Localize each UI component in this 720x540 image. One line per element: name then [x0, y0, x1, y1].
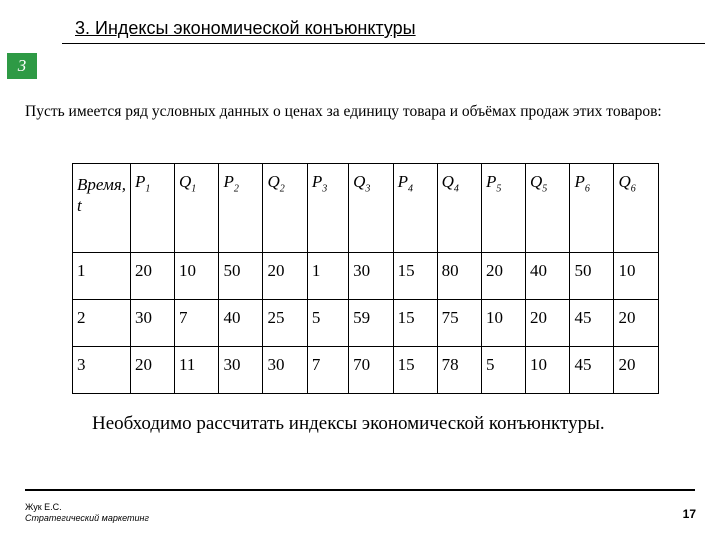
value-cell: 40 [219, 300, 263, 347]
time-cell: 2 [73, 300, 131, 347]
header-base: P [574, 172, 585, 191]
header-base: Q [618, 172, 631, 191]
value-cell: 50 [570, 253, 614, 300]
header-cell [614, 164, 659, 253]
header-base: P [311, 172, 323, 191]
value-cell: 75 [437, 300, 481, 347]
value-cell: 20 [131, 347, 175, 394]
header-sub: 6 [630, 183, 636, 195]
value-cell: 45 [570, 347, 614, 394]
page-number: 17 [682, 507, 696, 521]
value-cell: 78 [437, 347, 481, 394]
header-cell [175, 164, 219, 253]
value-cell: 45 [570, 300, 614, 347]
header-cell [307, 164, 348, 253]
value-cell: 10 [482, 300, 526, 347]
header-sub: 5 [542, 183, 548, 195]
value-cell: 15 [393, 300, 437, 347]
header-base: P [486, 172, 497, 191]
header-sub: 6 [584, 183, 590, 195]
title-divider [62, 43, 705, 44]
value-cell: 30 [263, 347, 307, 394]
value-cell: 20 [614, 347, 659, 394]
header-sub: 1 [145, 183, 151, 195]
course-name: Стратегический маркетинг [25, 513, 149, 523]
value-cell: 20 [614, 300, 659, 347]
slide-title: 3. Индексы экономической конъюнктуры [75, 18, 416, 38]
conclusion-text: Необходимо рассчитать индексы экономической конъюнктуры. [92, 413, 605, 434]
header-sub: 4 [407, 183, 413, 195]
author-name: Жук Е.С. [25, 502, 62, 512]
table-row [73, 347, 659, 394]
header-base: Q [530, 172, 543, 191]
header-cell [349, 164, 393, 253]
value-cell: 5 [482, 347, 526, 394]
footer-divider [25, 489, 695, 491]
header-cell [393, 164, 437, 253]
value-cell: 7 [175, 300, 219, 347]
value-cell: 20 [263, 253, 307, 300]
value-cell: 30 [131, 300, 175, 347]
header-base: Q [441, 172, 454, 191]
time-header-cell: Время, t [73, 164, 131, 253]
header-base: P [135, 172, 146, 191]
header-sub: 2 [279, 183, 285, 195]
value-cell: 15 [393, 253, 437, 300]
value-cell: 10 [614, 253, 659, 300]
value-cell: 15 [393, 347, 437, 394]
table-row [73, 253, 659, 300]
value-cell: 5 [307, 300, 348, 347]
time-cell: 3 [73, 347, 131, 394]
intro-text: Пусть имеется ряд условных данных о ценах за единицу товара и объёмах продаж этих товаров: [25, 103, 662, 120]
value-cell: 20 [131, 253, 175, 300]
value-cell: 40 [526, 253, 570, 300]
header-sub: 1 [191, 183, 197, 195]
table-header-row [73, 164, 659, 253]
header-sub: 3 [322, 183, 328, 195]
table-row [73, 300, 659, 347]
header-base: Q [267, 172, 280, 191]
header-sub: 3 [365, 183, 371, 195]
header-base: Q [353, 172, 366, 191]
header-cell [437, 164, 481, 253]
value-cell: 25 [263, 300, 307, 347]
value-cell: 20 [482, 253, 526, 300]
value-cell: 70 [349, 347, 393, 394]
value-cell: 10 [175, 253, 219, 300]
header-cell [131, 164, 175, 253]
value-cell: 80 [437, 253, 481, 300]
header-base: P [397, 172, 408, 191]
header-base: P [223, 172, 234, 191]
header-cell [482, 164, 526, 253]
value-cell: 7 [307, 347, 348, 394]
header-cell [263, 164, 307, 253]
value-cell: 30 [219, 347, 263, 394]
value-cell: 11 [175, 347, 219, 394]
header-sub: 2 [233, 183, 239, 195]
value-cell: 20 [526, 300, 570, 347]
value-cell: 10 [526, 347, 570, 394]
value-cell: 1 [307, 253, 348, 300]
data-table [72, 163, 659, 394]
section-badge: 3 [7, 53, 37, 79]
header-sub: 5 [496, 183, 502, 195]
header-base: Q [179, 172, 192, 191]
value-cell: 59 [349, 300, 393, 347]
time-cell: 1 [73, 253, 131, 300]
value-cell: 30 [349, 253, 393, 300]
header-cell [219, 164, 263, 253]
footer-author-block [25, 502, 149, 524]
header-cell [570, 164, 614, 253]
header-cell [526, 164, 570, 253]
value-cell: 50 [219, 253, 263, 300]
header-sub: 4 [453, 183, 459, 195]
